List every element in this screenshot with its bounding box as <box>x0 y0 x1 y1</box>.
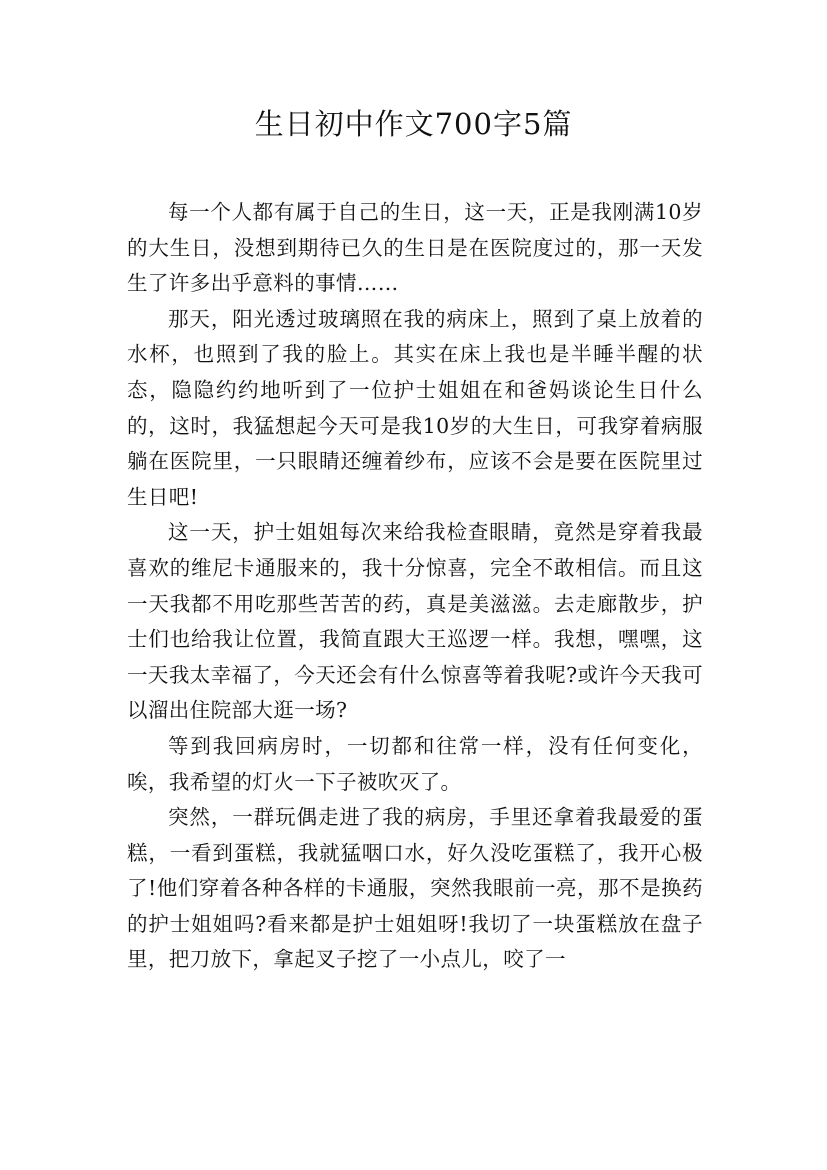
paragraph-4: 等到我回病房时，一切都和往常一样，没有任何变化，唉，我希望的灯火一下子被吹灭了。 <box>127 733 703 794</box>
document-title: 生日初中作文700字5篇 <box>254 107 573 141</box>
paragraph-2: 那天，阳光透过玻璃照在我的病床上，照到了桌上放着的水杯，也照到了我的脸上。其实在床上我也是半睡半醒的状态，隐隐约约地听到了一位护士姐姐在和爸妈谈论生日什么的，这时，我猛想起今天可是我10岁的大生日，可我穿着病服躺在医院里，一只眼睛还缠着纱布，应该不会是要在医院里过生日吧! <box>127 306 703 509</box>
paragraph-1: 每一个人都有属于自己的生日，这一天，正是我刚满10岁的大生日，没想到期待已久的生日是在医院度过的，那一天发生了许多出乎意料的事情…… <box>127 200 703 296</box>
paragraph-3: 这一天，护士姐姐每次来给我检查眼睛，竟然是穿着我最喜欢的维尼卡通服来的，我十分惊喜，完全不敢相信。而且这一天我都不用吃那些苦苦的药，真是美滋滋。去走廊散步，护士们也给我让位置，我简直跟大王巡逻一样。我想，嘿嘿，这一天我太幸福了，今天还会有什么惊喜等着我呢?或许今天我可以溜出住院部大逛一场? <box>127 520 703 723</box>
document-body <box>127 195 703 978</box>
paragraph-5: 突然，一群玩偶走进了我的病房，手里还拿着我最爱的蛋糕，一看到蛋糕，我就猛咽口水，好久没吃蛋糕了，我开心极了!他们穿着各种各样的卡通服，突然我眼前一亮，那不是换药的护士姐姐吗?看来都是护士姐姐呀!我切了一块蛋糕放在盘子里，把刀放下，拿起叉子挖了一小点儿，咬了一 <box>127 805 703 972</box>
